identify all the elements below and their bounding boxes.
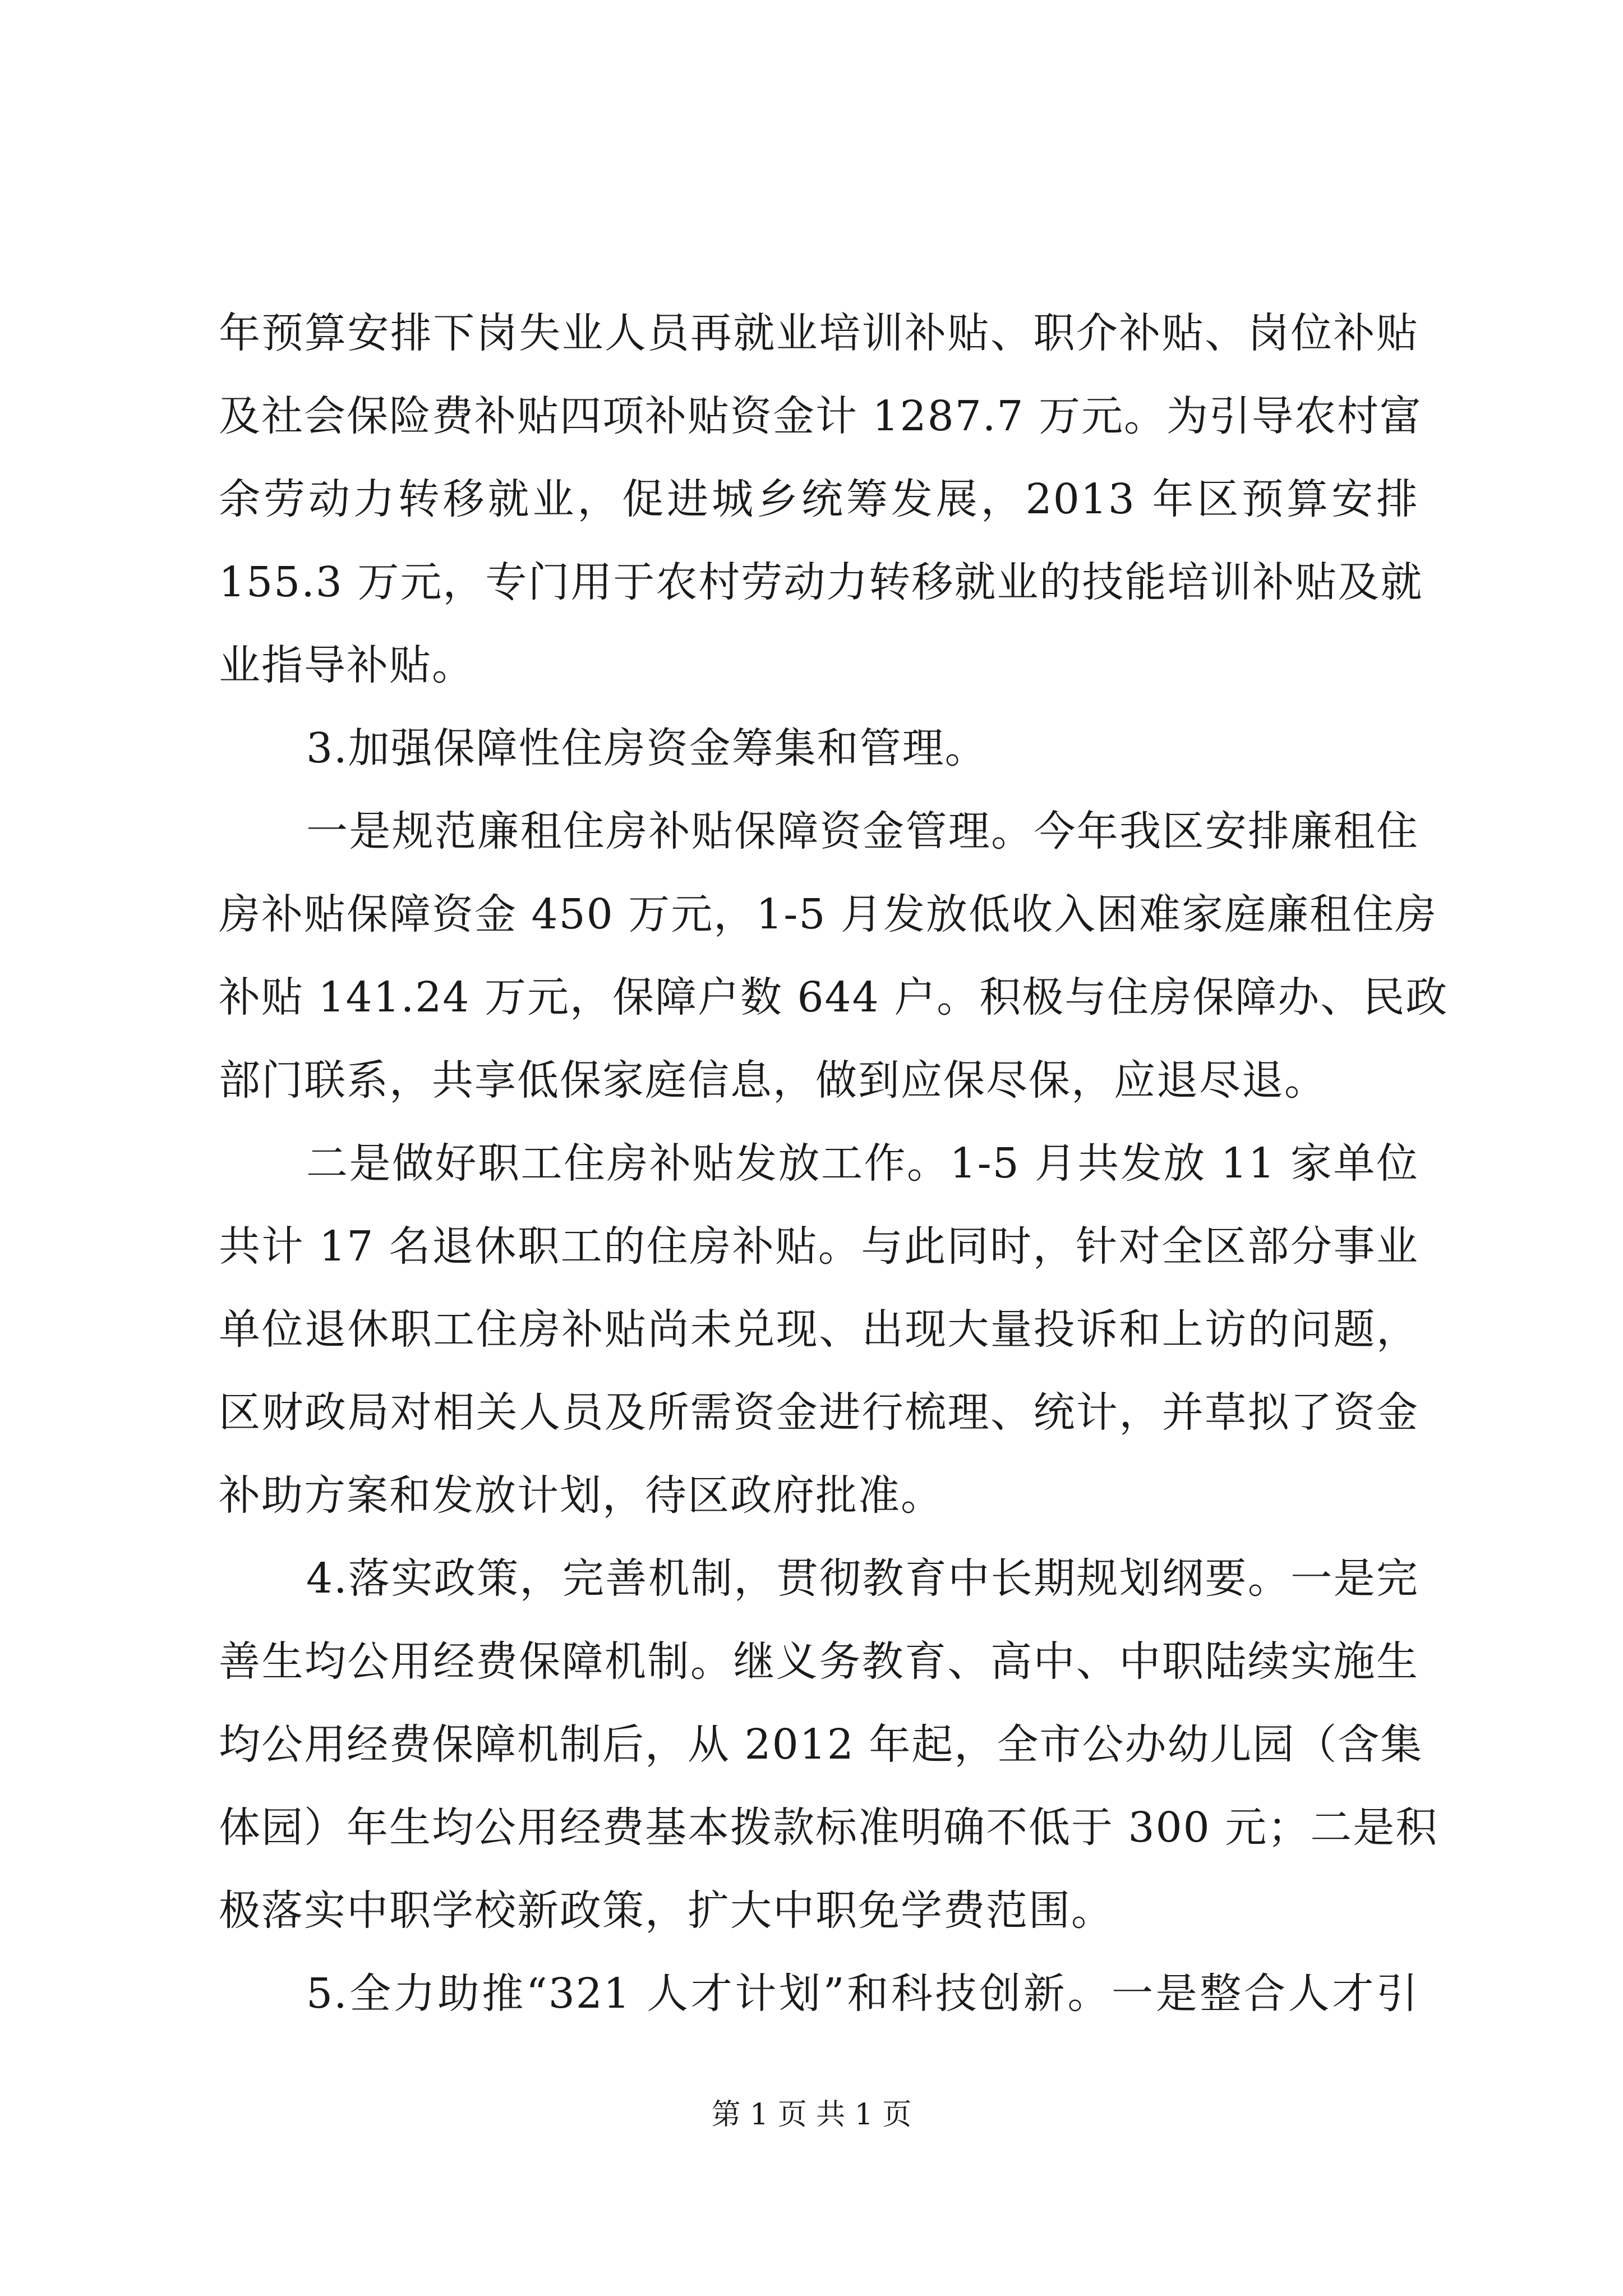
paragraph-line: 共计 17 名退休职工的住房补贴。与此同时，针对全区部分事业 [219,1222,1419,1271]
paragraph-line: 单位退休职工住房补贴尚未兑现、出现大量投诉和上访的问题， [219,1305,1419,1354]
page-footer: 第 1 页 共 1 页 [711,2098,912,2132]
paragraph-line: 部门联系，共享低保家庭信息，做到应保尽保，应退尽退。 [219,1056,1327,1105]
paragraph-line: 房补贴保障资金 450 万元，1-5 月发放低收入困难家庭廉租住房 [219,890,1437,938]
paragraph-line: 善生均公用经费保障机制。继义务教育、高中、中职陆续实施生 [219,1637,1419,1686]
section-heading: 4.落实政策，完善机制，贯彻教育中长期规划纲要。一是完 [306,1554,1419,1603]
section-heading: 5.全力助推“321 人才计划”和科技创新。一是整合人才引 [306,1970,1419,2018]
paragraph-line: 补助方案和发放计划，待区政府批准。 [219,1471,943,1520]
paragraph-line: 区财政局对相关人员及所需资金进行梳理、统计，并草拟了资金 [219,1388,1419,1437]
paragraph-line: 及社会保险费补贴四项补贴资金计 1287.7 万元。为引导农村富 [219,392,1422,440]
paragraph-line: 二是做好职工住房补贴发放工作。1-5 月共发放 11 家单位 [306,1139,1419,1188]
paragraph-line: 业指导补贴。 [219,641,474,689]
paragraph-line: 均公用经费保障机制后，从 2012 年起，全市公办幼儿园（含集 [219,1720,1423,1769]
document-body [219,292,1449,2035]
paragraph-line: 155.3 万元，专门用于农村劳动力转移就业的技能培训补贴及就 [219,558,1423,606]
paragraph-line: 极落实中职学校新政策，扩大中职免学费范围。 [219,1887,1114,1935]
section-heading: 3.加强保障性住房资金筹集和管理。 [306,724,988,772]
paragraph-line: 年预算安排下岗失业人员再就业培训补贴、职介补贴、岗位补贴 [219,309,1419,357]
paragraph-line: 补贴 141.24 万元，保障户数 644 户。积极与住房保障办、民政 [219,973,1449,1022]
paragraph-line: 一是规范廉租住房补贴保障资金管理。今年我区安排廉租住 [306,807,1419,855]
paragraph-line: 体园）年生均公用经费基本拨款标准明确不低于 300 元；二是积 [219,1803,1438,1852]
paragraph-line: 余劳动力转移就业，促进城乡统筹发展，2013 年区预算安排 [219,475,1419,523]
